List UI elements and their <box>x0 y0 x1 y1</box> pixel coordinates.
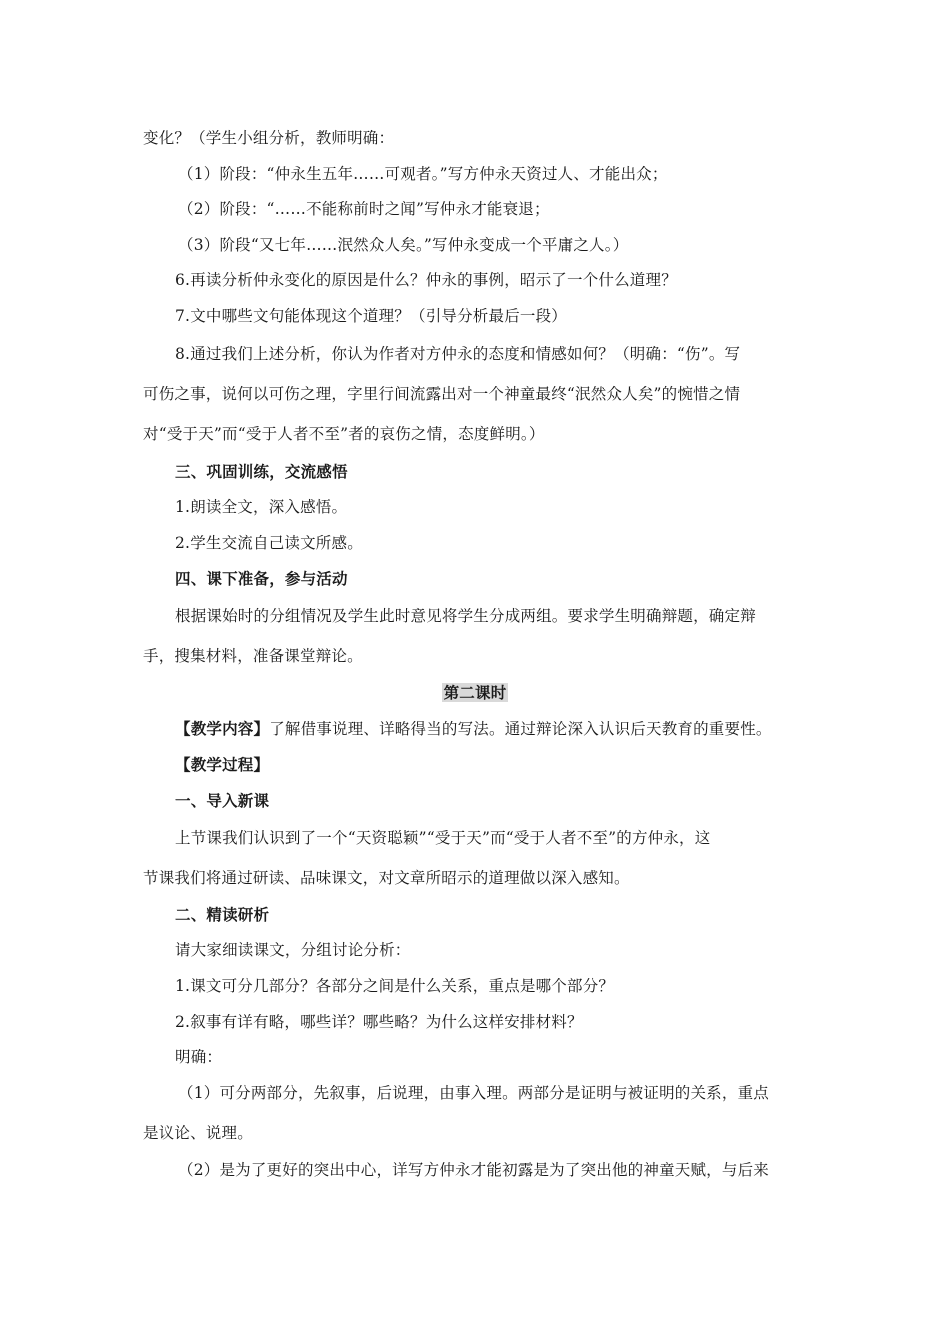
section-heading: 一、导入新课 <box>175 791 270 810</box>
text-line: 节课我们将通过研读、品味课文，对文章所昭示的道理做以深入感知。 <box>143 869 630 887</box>
lesson-title <box>0 683 950 703</box>
section-heading: 三、巩固训练，交流感悟 <box>175 462 348 481</box>
lesson-title-text: 第二课时 <box>443 683 507 702</box>
text-line: 明确： <box>175 1048 223 1066</box>
label-teaching-content: 【教学内容】 <box>175 719 270 738</box>
text-line: 手，搜集材料，准备课堂辩论。 <box>143 647 363 665</box>
teaching-content-text: 了解借事说理、详略得当的写法。通过辩论深入认识后天教育的重要性。 <box>269 720 772 738</box>
text-line: （1）阶段：“仲永生五年……可观者。”写方仲永天资过人、才能出众； <box>178 165 668 183</box>
text-line: 8.通过我们上述分析，你认为作者对方仲永的态度和情感如何？（明确：“伤”。写 <box>175 345 741 363</box>
text-line <box>175 719 845 739</box>
text-line: 6.再读分析仲永变化的原因是什么？仲永的事例，昭示了一个什么道理？ <box>175 271 677 289</box>
text-line: 2.学生交流自己读文所感。 <box>175 534 363 552</box>
section-heading: 二、精读研析 <box>175 905 270 924</box>
text-line: 请大家细读课文，分组讨论分析： <box>175 941 411 959</box>
text-line: 对“受于天”而“受于人者不至”者的哀伤之情，态度鲜明。） <box>143 425 545 443</box>
text-line: 可伤之事，说何以可伤之理，字里行间流露出对一个神童最终“泯然众人矣”的惋惜之情 <box>143 385 741 403</box>
text-line: 根据课始时的分组情况及学生此时意见将学生分成两组。要求学生明确辩题，确定辩 <box>175 607 756 625</box>
text-line: 是议论、说理。 <box>143 1124 253 1142</box>
section-heading: 【教学过程】 <box>175 755 270 774</box>
text-line: 1.课文可分几部分？各部分之间是什么关系，重点是哪个部分？ <box>175 977 615 995</box>
text-line: （1）可分两部分，先叙事，后说理，由事入理。两部分是证明与被证明的关系，重点 <box>178 1084 769 1102</box>
text-line: 2.叙事有详有略，哪些详？哪些略？为什么这样安排材料？ <box>175 1013 583 1031</box>
text-line: 变化？（学生小组分析，教师明确： <box>143 129 395 147</box>
text-line: 7.文中哪些文句能体现这个道理？（引导分析最后一段） <box>175 307 567 325</box>
text-line: （3）阶段“又七年……泯然众人矣。”写仲永变成一个平庸之人。） <box>178 236 629 254</box>
text-line: 1.朗读全文，深入感悟。 <box>175 498 348 516</box>
section-heading: 四、课下准备，参与活动 <box>175 569 348 588</box>
text-line: 上节课我们认识到了一个“天资聪颖”“受于天”而“受于人者不至”的方仲永，这 <box>175 829 711 847</box>
text-line: （2）阶段：“……不能称前时之闻”写仲永才能衰退； <box>178 200 550 218</box>
text-line: （2）是为了更好的突出中心，详写方仲永才能初露是为了突出他的神童天赋，与后来 <box>178 1161 769 1179</box>
